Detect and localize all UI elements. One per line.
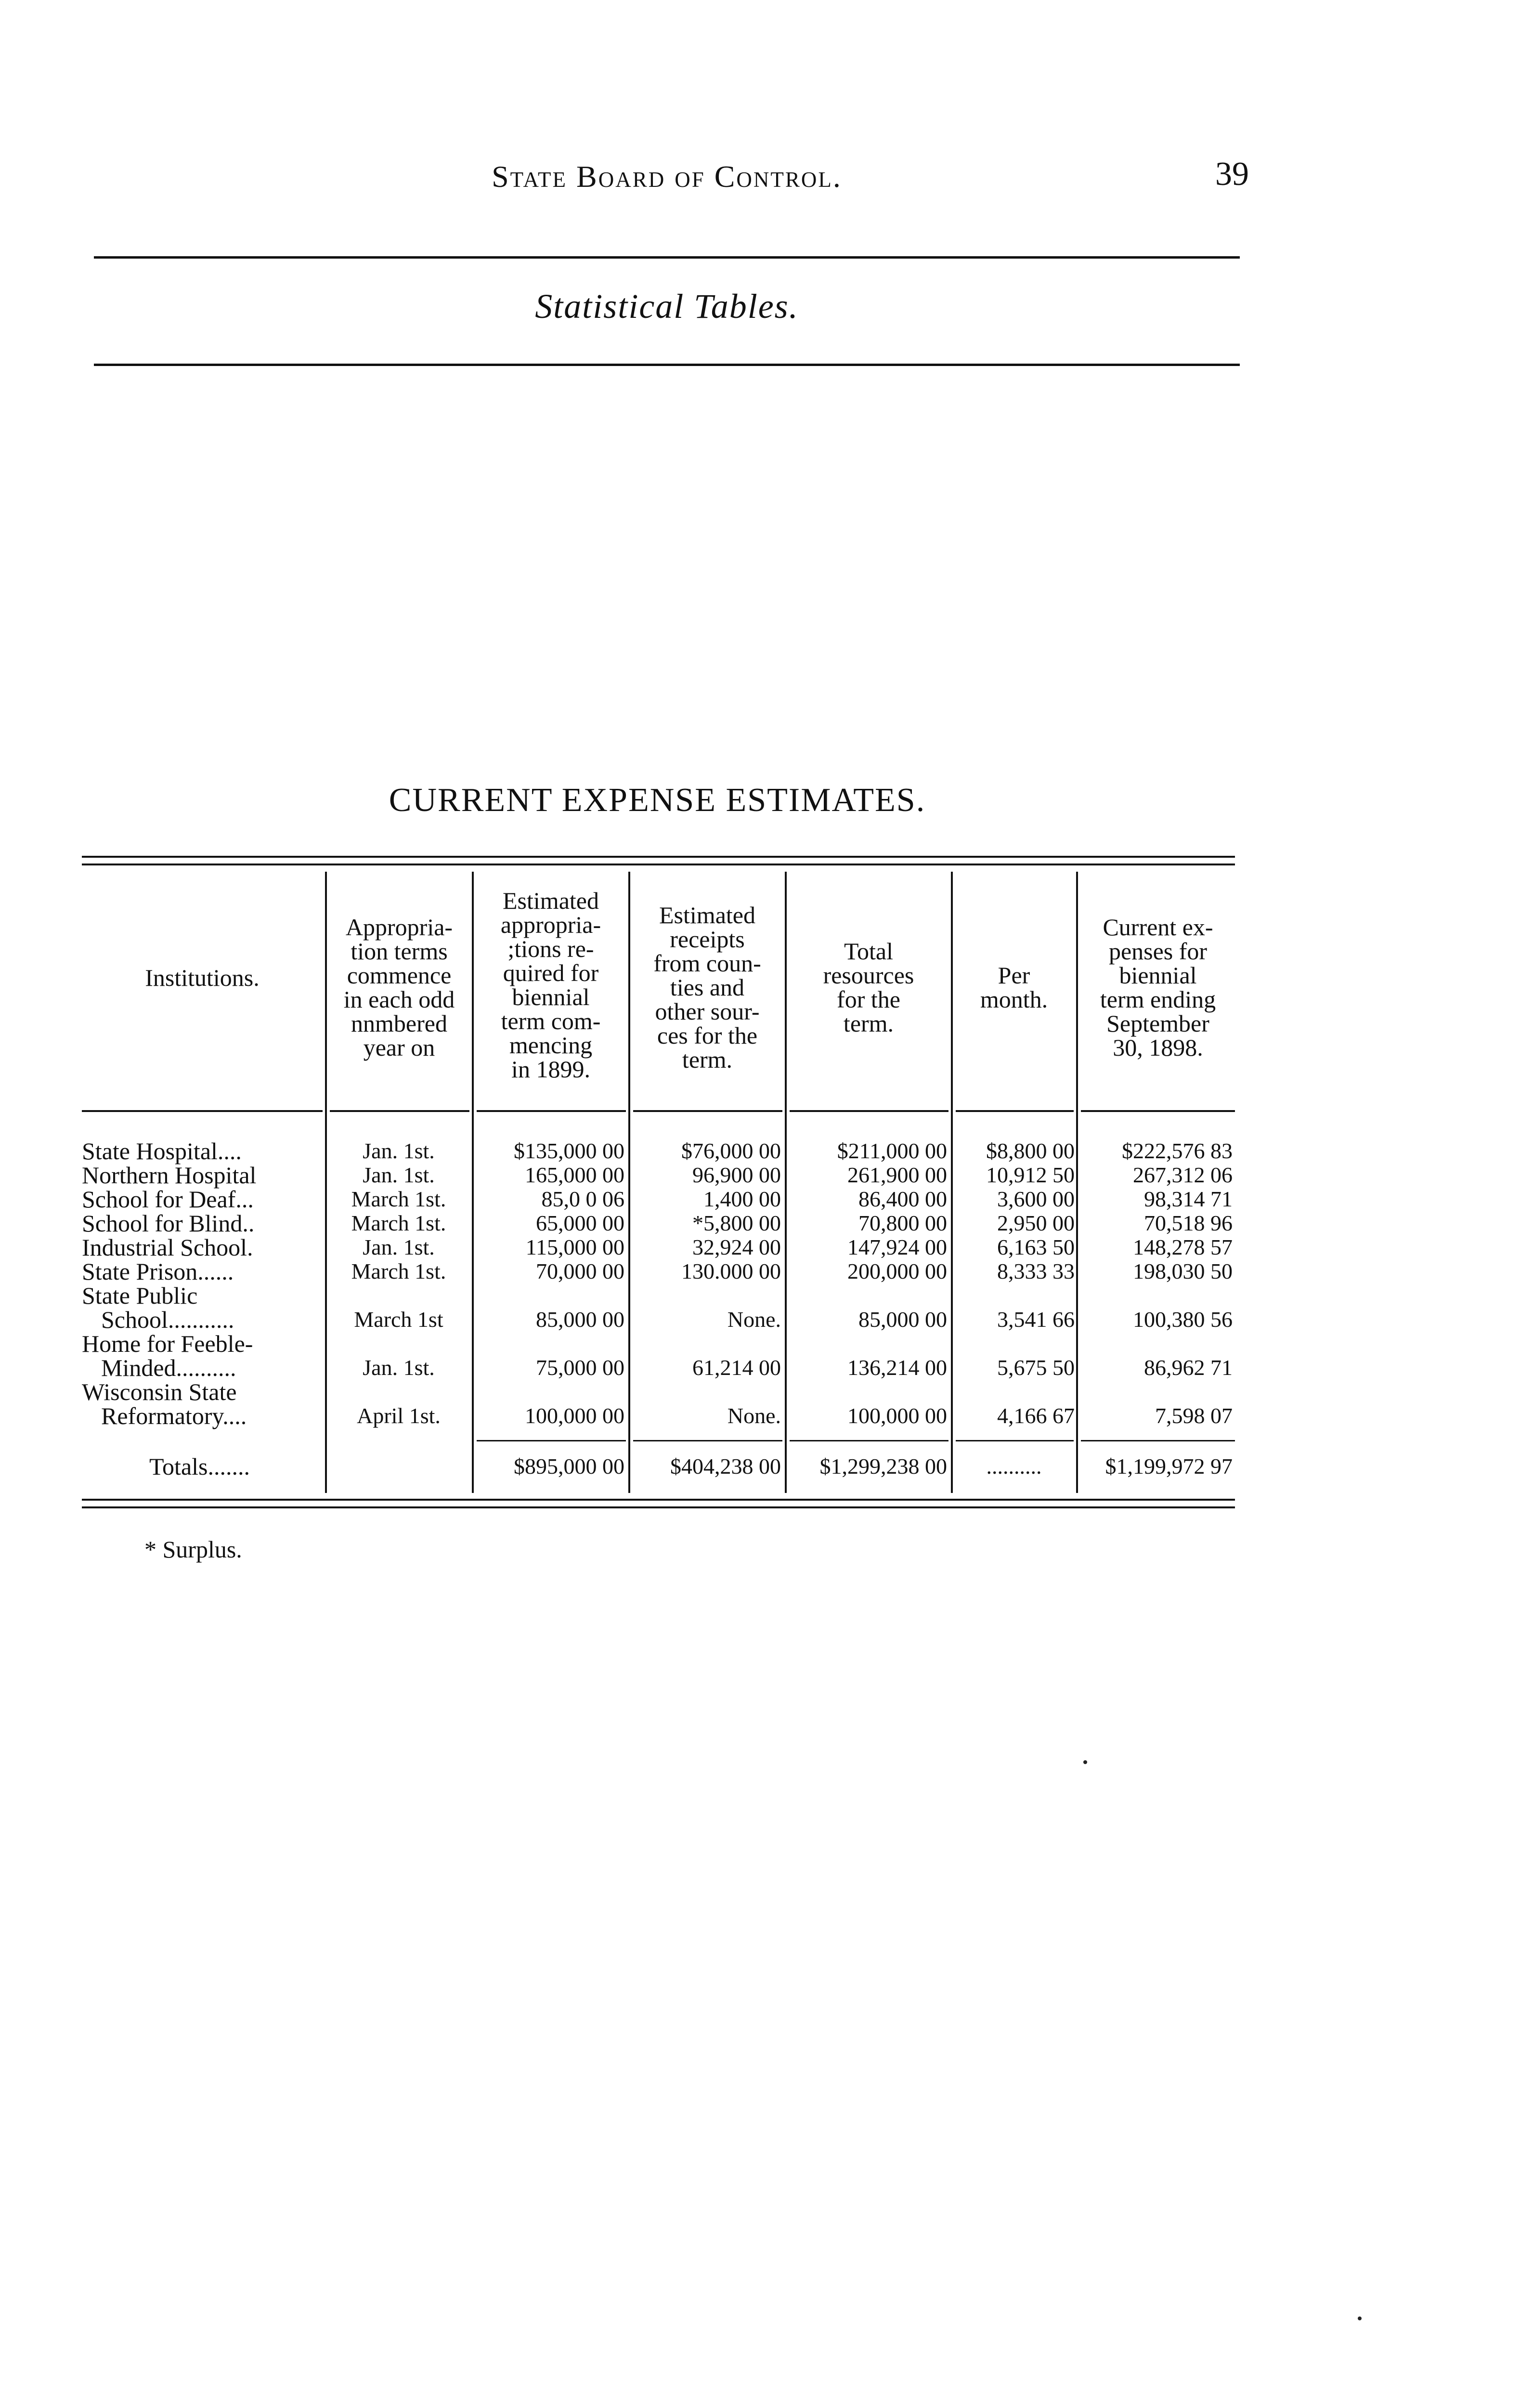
totals-label: Totals.......: [149, 1453, 250, 1480]
footnote: * Surplus.: [144, 1536, 242, 1563]
cell-estimated-appropriations: 65,000 00: [536, 1211, 624, 1235]
cell-current-expenses: 148,278 57: [1133, 1235, 1233, 1259]
cell-per-month: 3,541 66: [997, 1307, 1075, 1332]
header-underline-4: [633, 1110, 782, 1112]
page-number: 39: [1215, 156, 1249, 193]
cell-term-start: March 1st.: [351, 1259, 446, 1283]
header-rule-top: [94, 256, 1240, 259]
cell-institution: Industrial School.: [82, 1234, 253, 1261]
cell-institution: School for Blind..: [82, 1210, 255, 1237]
cell-total-resources: 136,214 00: [847, 1355, 947, 1380]
cell-estimated-appropriations: 70,000 00: [536, 1259, 624, 1283]
col-head-line: biennial: [1119, 962, 1197, 989]
section-title: Statistical Tables.: [535, 287, 799, 326]
cell-estimated-appropriations: $135,000 00: [514, 1139, 624, 1163]
cell-estimated-appropriations: 85,0 0 06: [541, 1187, 624, 1211]
col-sep-5: [951, 872, 953, 1493]
col-sep-6: [1076, 872, 1078, 1493]
cell-per-month: 5,675 50: [997, 1355, 1075, 1380]
totals-current-expenses: $1,199,972 97: [1105, 1454, 1233, 1479]
cell-term-start: April 1st.: [357, 1403, 441, 1428]
col-head-line: appropria-: [500, 911, 601, 938]
col-head-line: 30, 1898.: [1113, 1034, 1203, 1061]
cell-per-month: 2,950 00: [997, 1211, 1075, 1235]
header-underline-7: [1081, 1110, 1235, 1112]
col-head-line: Total: [844, 938, 894, 965]
cell-per-month: $8,800 00: [986, 1139, 1075, 1163]
col-sep-1: [325, 872, 327, 1493]
cell-estimated-receipts: $76,000 00: [681, 1139, 781, 1163]
cell-institution: Minded..........: [101, 1354, 236, 1381]
cell-term-start: March 1st.: [351, 1187, 446, 1211]
cell-current-expenses: 198,030 50: [1133, 1259, 1233, 1283]
col-sep-4: [785, 872, 787, 1493]
col-head-line: term.: [843, 1010, 894, 1037]
cell-current-expenses: 98,314 71: [1144, 1187, 1233, 1211]
col-head-estimated-receipts: [631, 903, 784, 1072]
col-head-line: ties and: [670, 974, 745, 1001]
cell-estimated-appropriations: 165,000 00: [525, 1163, 624, 1187]
cell-current-expenses: $222,576 83: [1122, 1139, 1233, 1163]
cell-total-resources: 100,000 00: [847, 1403, 947, 1428]
cell-estimated-receipts: None.: [727, 1307, 781, 1332]
cell-current-expenses: 267,312 06: [1133, 1163, 1233, 1187]
cell-institution: Northern Hospital: [82, 1162, 257, 1189]
col-head-line: term.: [682, 1046, 733, 1073]
totals-estimated-appropriations: $895,000 00: [514, 1454, 624, 1479]
cell-estimated-receipts: 130.000 00: [681, 1259, 781, 1283]
col-head-line: Per: [998, 962, 1030, 989]
col-head-line: term ending: [1100, 986, 1216, 1013]
cell-term-start: Jan. 1st.: [363, 1139, 435, 1163]
col-head-line: Institutions.: [145, 964, 260, 991]
col-head-line: ces for the: [657, 1022, 758, 1049]
totals-rule-7: [1081, 1440, 1235, 1441]
col-head-line: penses for: [1108, 938, 1208, 965]
col-head-line: Appropria-: [345, 914, 453, 941]
col-head-line: in 1899.: [511, 1056, 590, 1083]
cell-term-start: Jan. 1st.: [363, 1163, 435, 1187]
col-sep-3: [628, 872, 630, 1493]
col-head-term-start: [327, 915, 471, 1060]
cell-term-start: March 1st.: [351, 1211, 446, 1235]
cell-current-expenses: 86,962 71: [1144, 1355, 1233, 1380]
totals-rule-4: [633, 1440, 782, 1441]
cell-estimated-appropriations: 85,000 00: [536, 1307, 624, 1332]
table-title: CURRENT EXPENSE ESTIMATES.: [389, 782, 926, 819]
cell-per-month: 4,166 67: [997, 1403, 1075, 1428]
col-head-line: tion terms: [351, 938, 448, 965]
cell-estimated-receipts: None.: [727, 1403, 781, 1428]
col-head-total-resources: [787, 939, 950, 1035]
cell-total-resources: 147,924 00: [847, 1235, 947, 1259]
cell-institution: State Hospital....: [82, 1138, 242, 1165]
cell-institution: Home for Feeble-: [82, 1330, 253, 1357]
col-head-estimated-appropriations: [474, 889, 627, 1081]
col-head-line: term com-: [501, 1008, 601, 1034]
col-head-line: year on: [363, 1034, 435, 1061]
totals-estimated-receipts: $404,238 00: [670, 1454, 781, 1479]
table-top-rule-1: [82, 856, 1235, 858]
cell-term-start: Jan. 1st.: [363, 1355, 435, 1380]
table-bottom-rule-1: [82, 1499, 1235, 1501]
col-head-line: biennial: [512, 983, 590, 1010]
header-underline-1: [82, 1110, 323, 1112]
cell-per-month: 6,163 50: [997, 1235, 1075, 1259]
print-speck: [1358, 2316, 1362, 2320]
cell-institution: State Public: [82, 1282, 198, 1309]
col-head-line: from coun-: [653, 950, 761, 977]
col-head-line: nnmbered: [351, 1010, 447, 1037]
col-head-line: in each odd: [343, 986, 455, 1013]
cell-total-resources: 70,800 00: [858, 1211, 947, 1235]
col-sep-2: [472, 872, 474, 1493]
header-underline-6: [956, 1110, 1074, 1112]
cell-current-expenses: 70,518 96: [1144, 1211, 1233, 1235]
cell-institution: School...........: [101, 1306, 234, 1333]
col-head-institutions: [82, 966, 323, 990]
cell-institution: State Prison......: [82, 1258, 234, 1285]
header-rule-bottom: [94, 364, 1240, 366]
table-top-rule-2: [82, 864, 1235, 865]
cell-estimated-appropriations: 100,000 00: [525, 1403, 624, 1428]
col-head-line: receipts: [670, 926, 745, 953]
cell-institution: Wisconsin State: [82, 1378, 237, 1405]
col-head-line: for the: [837, 986, 900, 1013]
cell-term-start: March 1st: [354, 1307, 443, 1332]
table-bottom-rule-2: [82, 1506, 1235, 1508]
cell-total-resources: 200,000 00: [847, 1259, 947, 1283]
cell-total-resources: 261,900 00: [847, 1163, 947, 1187]
col-head-line: commence: [347, 962, 452, 989]
cell-term-start: Jan. 1st.: [363, 1235, 435, 1259]
running-head: State Board of Control.: [492, 159, 842, 194]
cell-estimated-appropriations: 115,000 00: [525, 1235, 624, 1259]
header-underline-5: [790, 1110, 948, 1112]
totals-rule-6: [956, 1440, 1074, 1441]
print-speck: [1083, 1760, 1087, 1764]
totals-per-month: ..........: [986, 1454, 1042, 1479]
col-head-line: month.: [980, 986, 1048, 1013]
col-head-current-expenses: [1078, 915, 1237, 1060]
cell-estimated-appropriations: 75,000 00: [536, 1355, 624, 1380]
cell-per-month: 8,333 33: [997, 1259, 1075, 1283]
cell-estimated-receipts: 1,400 00: [703, 1187, 781, 1211]
cell-estimated-receipts: *5,800 00: [692, 1211, 781, 1235]
cell-institution: Reformatory....: [101, 1402, 247, 1429]
col-head-line: September: [1106, 1010, 1209, 1037]
cell-total-resources: 86,400 00: [858, 1187, 947, 1211]
cell-estimated-receipts: 96,900 00: [692, 1163, 781, 1187]
header-underline-2: [330, 1110, 469, 1112]
col-head-line: Current ex-: [1103, 914, 1213, 941]
cell-total-resources: 85,000 00: [858, 1307, 947, 1332]
totals-rule-5: [790, 1440, 948, 1441]
col-head-line: other sour-: [655, 998, 760, 1025]
header-underline-3: [477, 1110, 626, 1112]
col-head-per-month: [953, 963, 1075, 1011]
col-head-line: Estimated: [659, 902, 755, 929]
col-head-line: Estimated: [503, 887, 599, 914]
totals-rule-3: [477, 1440, 626, 1441]
cell-estimated-receipts: 32,924 00: [692, 1235, 781, 1259]
cell-institution: School for Deaf...: [82, 1186, 254, 1213]
col-head-line: quired for: [503, 959, 599, 986]
totals-total-resources: $1,299,238 00: [819, 1454, 947, 1479]
cell-estimated-receipts: 61,214 00: [692, 1355, 781, 1380]
cell-per-month: 10,912 50: [986, 1163, 1075, 1187]
col-head-line: ;tions re-: [507, 935, 594, 962]
cell-per-month: 3,600 00: [997, 1187, 1075, 1211]
cell-current-expenses: 7,598 07: [1155, 1403, 1233, 1428]
cell-total-resources: $211,000 00: [837, 1139, 947, 1163]
col-head-line: resources: [823, 962, 914, 989]
col-head-line: mencing: [509, 1032, 593, 1059]
cell-current-expenses: 100,380 56: [1133, 1307, 1233, 1332]
